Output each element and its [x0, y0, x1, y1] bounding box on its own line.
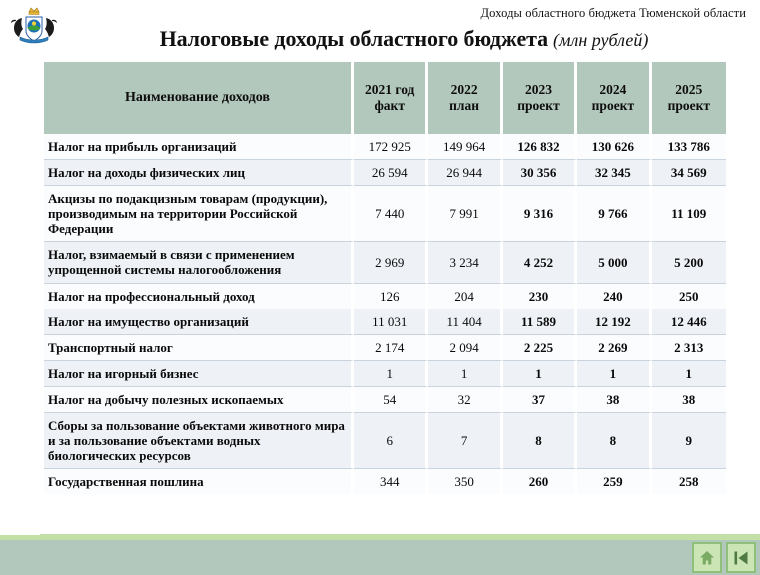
cell-2024: 2 269 — [577, 334, 651, 360]
cell-2025: 12 446 — [652, 309, 726, 334]
row-label: Транспортный налог — [44, 334, 354, 360]
col-header-2023-line1: 2023 — [524, 82, 552, 98]
cell-2021: 126 — [354, 283, 428, 309]
col-header-2021-line2: факт — [374, 98, 405, 113]
cell-2023: 2 225 — [503, 334, 577, 360]
cell-2021: 6 — [354, 412, 428, 468]
previous-icon — [732, 549, 750, 567]
cell-2023: 126 832 — [503, 134, 577, 159]
col-header-2024-line2: проект — [591, 98, 635, 113]
cell-2022: 11 404 — [428, 309, 502, 334]
cell-2025: 5 200 — [652, 241, 726, 282]
cell-2024: 240 — [577, 283, 651, 309]
table-row — [44, 412, 726, 468]
cell-2023: 260 — [503, 468, 577, 494]
cell-2024: 12 192 — [577, 309, 651, 334]
budget-table-container — [44, 62, 726, 494]
cell-2024: 5 000 — [577, 241, 651, 282]
page-title-main: Налоговые доходы областного бюджета — [159, 26, 549, 51]
table-row — [44, 386, 726, 412]
row-label: Акцизы по подакцизным товарам (продукции), производимым на территории Российской Федерации — [44, 185, 354, 241]
table-row — [44, 360, 726, 386]
cell-2021: 344 — [354, 468, 428, 494]
row-label: Налог на добычу полезных ископаемых — [44, 386, 354, 412]
cell-2025: 258 — [652, 468, 726, 494]
cell-2023: 30 356 — [503, 159, 577, 185]
row-label: Налог на имущество организаций — [44, 309, 354, 334]
cell-2021: 7 440 — [354, 185, 428, 241]
col-header-2023 — [503, 62, 577, 134]
footer-bar — [0, 540, 760, 575]
cell-2025: 250 — [652, 283, 726, 309]
col-header-2025 — [652, 62, 726, 134]
slide-header — [0, 0, 760, 58]
cell-2024: 259 — [577, 468, 651, 494]
row-label: Налог на профессиональный доход — [44, 283, 354, 309]
cell-2022: 26 944 — [428, 159, 502, 185]
cell-2023: 230 — [503, 283, 577, 309]
cell-2021: 54 — [354, 386, 428, 412]
cell-2021: 26 594 — [354, 159, 428, 185]
cell-2023: 11 589 — [503, 309, 577, 334]
col-header-2022-line1: 2022 — [450, 82, 478, 98]
cell-2024: 38 — [577, 386, 651, 412]
cell-2021: 2 174 — [354, 334, 428, 360]
col-header-2022-line2: план — [449, 98, 480, 113]
cell-2022: 204 — [428, 283, 502, 309]
col-header-2023-line2: проект — [517, 98, 560, 113]
cell-2022: 149 964 — [428, 134, 502, 159]
table-body — [44, 134, 726, 494]
cell-2021: 1 — [354, 360, 428, 386]
cell-2024: 1 — [577, 360, 651, 386]
row-label: Налог, взимаемый в связи с применением упрощенной системы налогообложения — [44, 241, 354, 282]
cell-2023: 1 — [503, 360, 577, 386]
cell-2023: 4 252 — [503, 241, 577, 282]
home-icon — [698, 549, 716, 567]
slide-kicker-text: Доходы областного бюджета Тюменской области — [480, 6, 746, 20]
cell-2025: 38 — [652, 386, 726, 412]
col-header-2022 — [428, 62, 502, 134]
home-button[interactable] — [692, 542, 722, 573]
col-header-2021-line1: 2021 год — [365, 82, 415, 98]
col-header-2024 — [577, 62, 651, 134]
tax-revenue-table — [44, 62, 726, 494]
cell-2021: 172 925 — [354, 134, 428, 159]
row-label: Сборы за пользование объектами животного мира и за пользование объектами водных биологических ресурсов — [44, 412, 354, 468]
table-row — [44, 468, 726, 494]
cell-2025: 9 — [652, 412, 726, 468]
cell-2023: 8 — [503, 412, 577, 468]
table-row — [44, 334, 726, 360]
cell-2022: 350 — [428, 468, 502, 494]
cell-2022: 7 — [428, 412, 502, 468]
row-label: Налог на доходы физических лиц — [44, 159, 354, 185]
cell-2021: 11 031 — [354, 309, 428, 334]
previous-slide-button[interactable] — [726, 542, 756, 573]
footer-left-notch — [0, 528, 40, 535]
cell-2025: 2 313 — [652, 334, 726, 360]
table-row — [44, 159, 726, 185]
cell-2021: 2 969 — [354, 241, 428, 282]
col-header-name-line1: Наименование доходов — [125, 89, 270, 105]
cell-2023: 9 316 — [503, 185, 577, 241]
table-row — [44, 134, 726, 159]
row-label: Налог на прибыль организаций — [44, 134, 354, 159]
table-head — [44, 62, 726, 134]
cell-2022: 3 234 — [428, 241, 502, 282]
cell-2025: 11 109 — [652, 185, 726, 241]
row-label: Государственная пошлина — [44, 468, 354, 494]
cell-2024: 8 — [577, 412, 651, 468]
row-label: Налог на игорный бизнес — [44, 360, 354, 386]
cell-2022: 7 991 — [428, 185, 502, 241]
cell-2024: 130 626 — [577, 134, 651, 159]
cell-2023: 37 — [503, 386, 577, 412]
page-title-unit: (млн рублей) — [553, 30, 649, 50]
table-row — [44, 185, 726, 241]
table-row — [44, 309, 726, 334]
col-header-2025-line1: 2025 — [675, 82, 703, 98]
cell-2025: 1 — [652, 360, 726, 386]
cell-2024: 32 345 — [577, 159, 651, 185]
cell-2022: 2 094 — [428, 334, 502, 360]
cell-2022: 32 — [428, 386, 502, 412]
col-header-2024-line1: 2024 — [599, 82, 627, 98]
page-title — [0, 26, 760, 52]
cell-2025: 34 569 — [652, 159, 726, 185]
cell-2022: 1 — [428, 360, 502, 386]
table-row — [44, 283, 726, 309]
table-header-row — [44, 62, 726, 134]
table-row — [44, 241, 726, 282]
col-header-2021 — [354, 62, 428, 134]
cell-2025: 133 786 — [652, 134, 726, 159]
cell-2024: 9 766 — [577, 185, 651, 241]
col-header-2025-line2: проект — [667, 98, 711, 113]
col-header-name — [44, 62, 354, 134]
